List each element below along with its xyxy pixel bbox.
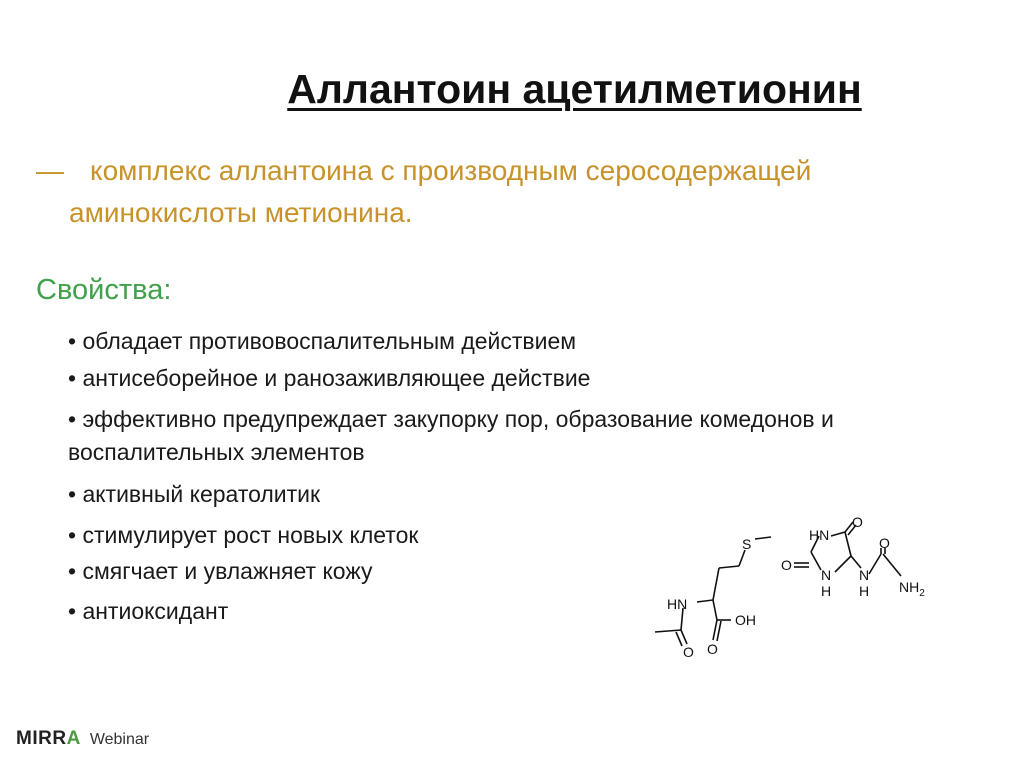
- molecule-label-n: N: [821, 567, 832, 583]
- molecule-label-nh2: $NH_2$: [899, 579, 925, 599]
- molecule-label-hn: HN: [667, 596, 688, 612]
- list-item: • эффективно предупреждает закупорку пор, образование комедонов и: [68, 406, 834, 432]
- molecule-label-o: O: [879, 535, 890, 551]
- molecule-label-o: O: [707, 641, 718, 657]
- molecule-structure-image: [645, 508, 945, 668]
- properties-heading: Свойства:: [36, 274, 172, 306]
- molecule-label-o: O: [781, 557, 792, 573]
- intro-line-1: комплекс аллантоина с производным серосодержащей: [90, 155, 812, 186]
- list-item: • антиоксидант: [68, 598, 229, 624]
- list-item: • антисеборейное и ранозаживляющее действие: [68, 365, 591, 391]
- list-item: • обладает противовоспалительным действием: [68, 328, 577, 354]
- intro-dash: —: [36, 155, 64, 186]
- list-item: • активный кератолитик: [68, 481, 321, 507]
- molecule-label-h: H: [821, 583, 832, 599]
- molecule-label-h: H: [859, 583, 870, 599]
- slide-title: [0, 66, 1024, 113]
- molecule-label-n: N: [859, 567, 870, 583]
- molecule-label-s: S: [742, 536, 752, 552]
- brand-logo-text: MIRRA: [16, 728, 81, 749]
- list-item: • смягчает и увлажняет кожу: [68, 558, 373, 584]
- intro-line-2: аминокислоты метионина.: [69, 197, 413, 228]
- molecule-label-hn: HN: [809, 527, 830, 543]
- slide-title-text: Аллантоин ацетилметионин: [287, 66, 862, 112]
- molecule-label-o: O: [683, 644, 694, 660]
- brand-suffix: Webinar: [89, 731, 150, 748]
- intro-paragraph: [36, 150, 996, 234]
- footer-logo: [16, 728, 149, 750]
- molecule-label-o: O: [852, 514, 863, 530]
- list-item: • стимулирует рост новых клеток: [68, 522, 419, 548]
- list-item-continuation: воспалительных элементов: [68, 439, 365, 465]
- molecule-label-oh: OH: [735, 612, 756, 628]
